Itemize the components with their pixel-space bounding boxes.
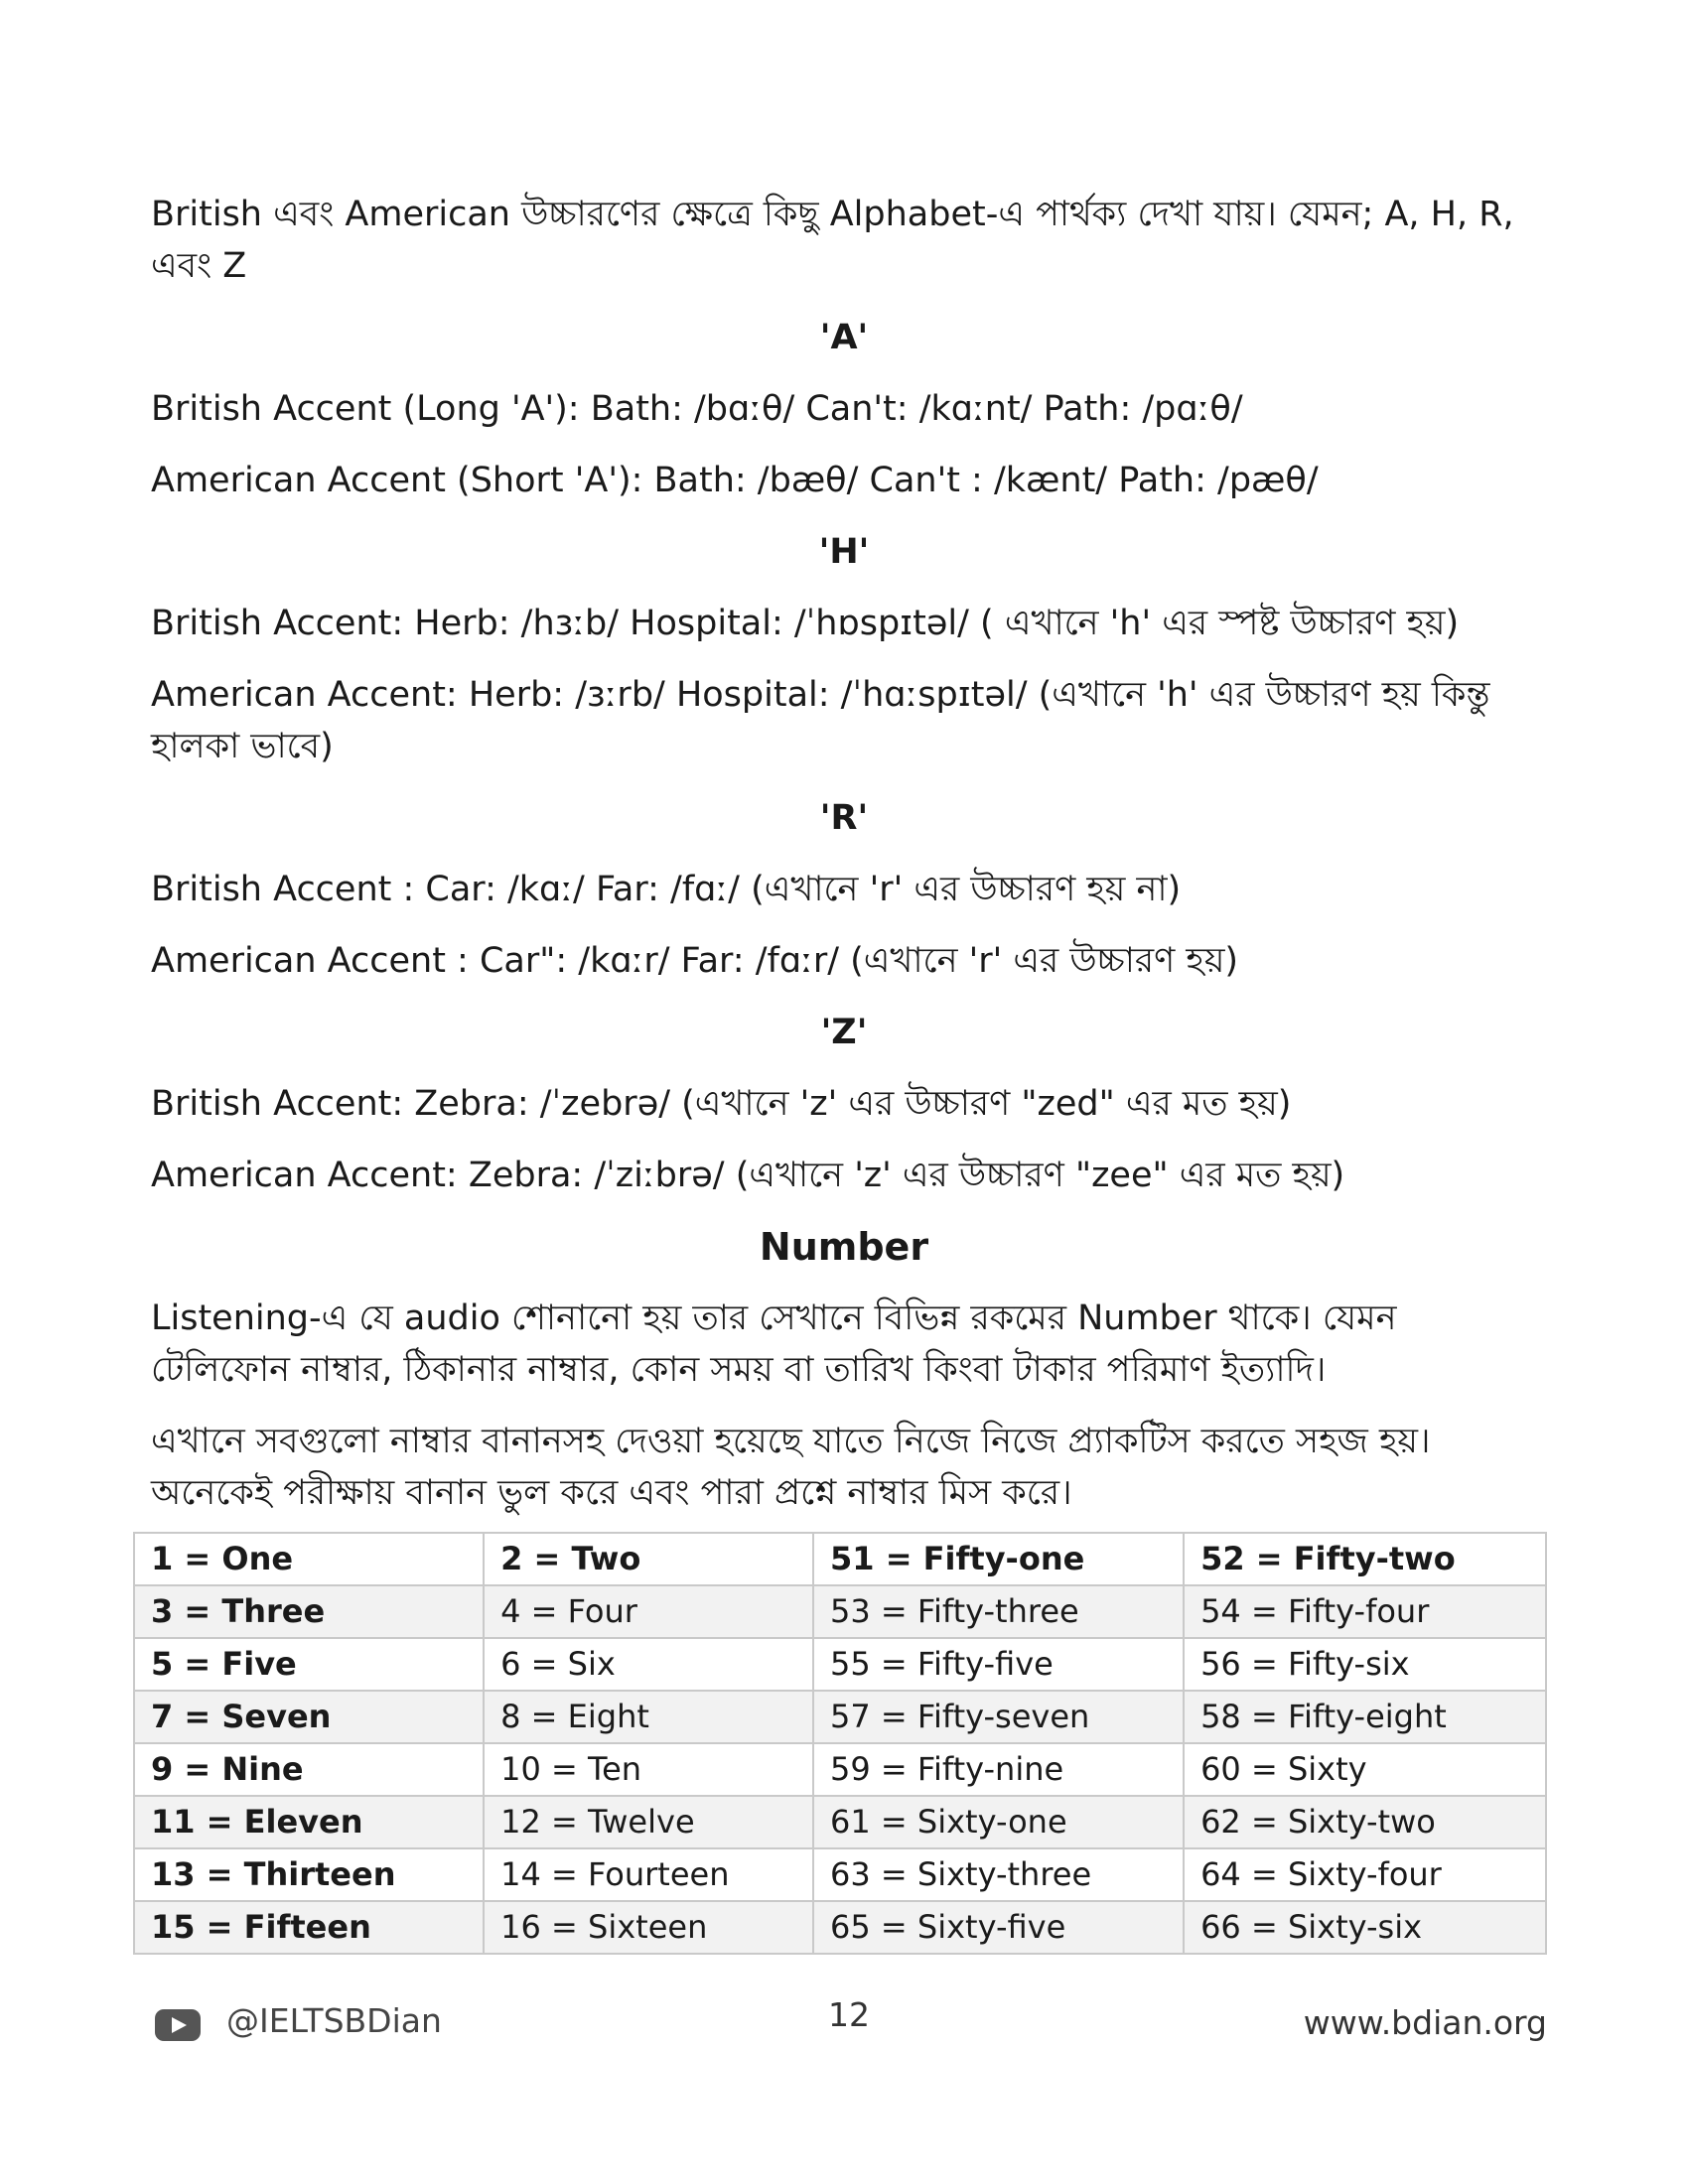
table-cell: 55 = Fifty-five [813, 1638, 1184, 1691]
section-heading-r: 'R' [819, 798, 869, 838]
table-cell: 60 = Sixty [1184, 1743, 1546, 1796]
table-cell: 61 = Sixty-one [813, 1796, 1184, 1848]
table-row [134, 1691, 1546, 1743]
table-cell: 57 = Fifty-seven [813, 1691, 1184, 1743]
website-link: www.bdian.org [1303, 2003, 1547, 2042]
table-cell: 51 = Fifty-one [813, 1533, 1184, 1585]
numbers-table-body [134, 1533, 1546, 1954]
table-cell: 56 = Fifty-six [1184, 1638, 1546, 1691]
table-cell: 9 = Nine [134, 1743, 484, 1796]
number-paragraph-1: Listening-এ যে audio শোনানো হয় তার সেখানে বিভিন্ন রকমের Number থাকে। যেমন টেলিফোন নাম্বার, ঠিকানার নাম্বার, কোন সময় বা তারিখ কিংবা টাকার পরিমাণ ইত্যাদি। [151, 1298, 1397, 1390]
table-cell: 54 = Fifty-four [1184, 1585, 1546, 1638]
table-cell: 12 = Twelve [484, 1796, 813, 1848]
table-cell: 11 = Eleven [134, 1796, 484, 1848]
numbers-table [133, 1532, 1547, 1955]
intro-paragraph: British এবং American উচ্চারণের ক্ষেত্রে কিছু Alphabet-এ পার্থক্য দেখা যায়। যেমন; A, H, R, এবং Z [151, 195, 1514, 286]
table-cell: 8 = Eight [484, 1691, 813, 1743]
section-r [151, 792, 1537, 987]
page-footer [151, 1995, 1547, 2055]
page-content [151, 189, 1537, 1539]
table-row [134, 1743, 1546, 1796]
table-cell: 15 = Fifteen [134, 1901, 484, 1954]
section-heading-h: 'H' [818, 532, 870, 572]
table-cell: 66 = Sixty-six [1184, 1901, 1546, 1954]
american-accent-r: American Accent : Car": /kɑːr/ Far: /fɑːr/ (এখানে 'r' এর উচ্চারণ হয়) [151, 941, 1239, 981]
table-cell: 6 = Six [484, 1638, 813, 1691]
table-cell: 4 = Four [484, 1585, 813, 1638]
table-row [134, 1585, 1546, 1638]
table-cell: 5 = Five [134, 1638, 484, 1691]
table-cell: 58 = Fifty-eight [1184, 1691, 1546, 1743]
british-accent-r: British Accent : Car: /kɑː/ Far: /fɑː/ (এখানে 'r' এর উচ্চারণ হয় না) [151, 870, 1182, 909]
table-cell: 62 = Sixty-two [1184, 1796, 1546, 1848]
section-heading-a: 'A' [819, 318, 869, 357]
british-accent-h: British Accent: Herb: /hɜːb/ Hospital: /ˈhɒspɪtəl/ ( এখানে 'h' এর স্পষ্ট উচ্চারণ হয়) [151, 604, 1460, 643]
table-row [134, 1533, 1546, 1585]
table-row [134, 1901, 1546, 1954]
table-cell: 13 = Thirteen [134, 1848, 484, 1901]
table-cell: 63 = Sixty-three [813, 1848, 1184, 1901]
table-cell: 2 = Two [484, 1533, 813, 1585]
american-accent-z: American Accent: Zebra: /ˈziːbrə/ (এখানে 'z' এর উচ্চারণ "zee" এর মত হয়) [151, 1156, 1345, 1195]
table-row [134, 1796, 1546, 1848]
table-cell: 52 = Fifty-two [1184, 1533, 1546, 1585]
table-cell: 53 = Fifty-three [813, 1585, 1184, 1638]
table-cell: 59 = Fifty-nine [813, 1743, 1184, 1796]
american-accent-h: American Accent: Herb: /ɜːrb/ Hospital: /ˈhɑːspɪtəl/ (এখানে 'h' এর উচ্চারণ হয় কিন্তু হালকা ভাবে) [151, 675, 1490, 766]
number-section-title: Number [759, 1225, 929, 1269]
table-cell: 14 = Fourteen [484, 1848, 813, 1901]
table-cell: 65 = Sixty-five [813, 1901, 1184, 1954]
table-cell: 3 = Three [134, 1585, 484, 1638]
number-paragraph-2: এখানে সবগুলো নাম্বার বানানসহ দেওয়া হয়েছে যাতে নিজে নিজে প্র্যাকটিস করতে সহজ হয়। অনেকেই পরীক্ষায় বানান ভুল করে এবং পারা প্রশ্নে নাম্বার মিস করে। [151, 1422, 1431, 1513]
section-a [151, 312, 1537, 506]
table-cell: 7 = Seven [134, 1691, 484, 1743]
table-row [134, 1638, 1546, 1691]
table-cell: 16 = Sixteen [484, 1901, 813, 1954]
section-h [151, 526, 1537, 772]
table-row [134, 1848, 1546, 1901]
section-z [151, 1007, 1537, 1201]
channel-handle: @IELTSBDian [226, 2001, 442, 2040]
british-accent-a: British Accent (Long 'A'): Bath: /bɑːθ/ Can't: /kɑːnt/ Path: /pɑːθ/ [151, 389, 1243, 429]
table-cell: 10 = Ten [484, 1743, 813, 1796]
table-cell: 64 = Sixty-four [1184, 1848, 1546, 1901]
american-accent-a: American Accent (Short 'A'): Bath: /bæθ/ Can't : /kænt/ Path: /pæθ/ [151, 461, 1319, 500]
page-number: 12 [828, 1995, 870, 2034]
table-cell: 1 = One [134, 1533, 484, 1585]
section-heading-z: 'Z' [820, 1013, 868, 1052]
british-accent-z: British Accent: Zebra: /ˈzebrə/ (এখানে 'z' এর উচ্চারণ "zed" এর মত হয়) [151, 1084, 1292, 1124]
